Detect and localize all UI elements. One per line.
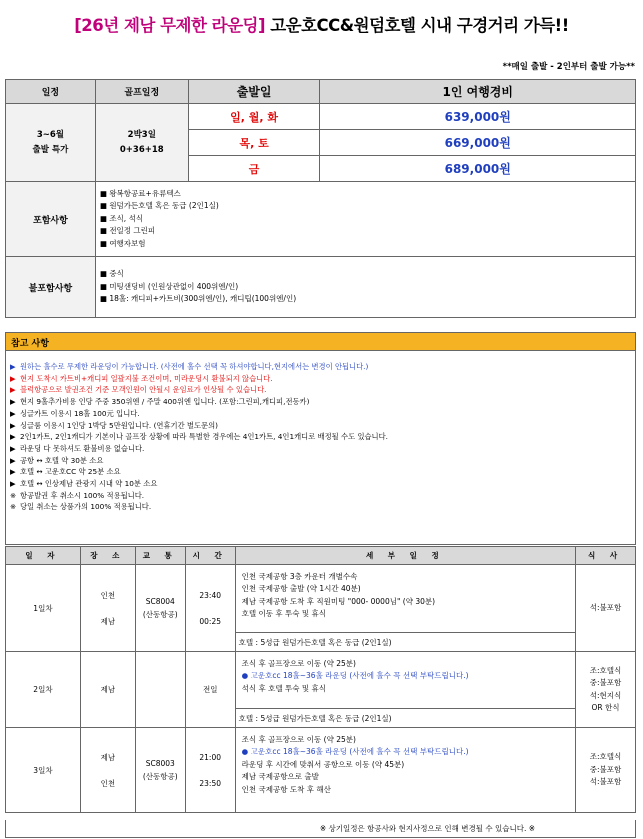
included-item: ■ 조식, 석식 xyxy=(99,213,144,223)
departure-days: 목, 토 xyxy=(188,130,320,156)
meal: 석:불포함 xyxy=(589,777,622,787)
itinerary-table xyxy=(5,546,636,813)
reference-item xyxy=(10,373,635,385)
place-cell xyxy=(80,728,135,813)
reference-text: 현지 9홀추가비용 인당 주중 350위엔 / 주말 400위엔 입니다. (포함:그린피,캐디피,전동카) xyxy=(20,397,310,407)
meal: 조:호텔식 xyxy=(589,752,622,762)
excluded-item: ■ 중식 xyxy=(99,269,124,279)
triangle-bullet-icon: ▶ xyxy=(10,455,16,465)
reference-item xyxy=(10,396,635,408)
included-item: ■ 전일정 그린피 xyxy=(99,226,156,236)
included-item: ■ 여행자보험 xyxy=(99,238,146,248)
transport-cell xyxy=(135,565,185,652)
time: 23:50 xyxy=(199,778,222,788)
airline: (산동항공) xyxy=(142,610,178,619)
period-cell xyxy=(6,104,96,182)
reference-text: 공항 ↔ 호텔 약 30분 소요 xyxy=(20,455,104,465)
detail-line: 인천 국제공항 도착 후 해산 xyxy=(241,784,331,794)
reference-text: 라운딩 다 못하셔도 환불비용 없습니다. xyxy=(20,443,145,453)
reference-mark-icon: ※ xyxy=(10,502,17,512)
meal: OR 한식 xyxy=(591,702,620,712)
detail-line: 라운딩 후 시간에 맞춰서 공항으로 이동 (약 45분) xyxy=(241,759,405,769)
triangle-bullet-icon: ▶ xyxy=(10,373,16,383)
departure-days: 일, 월, 화 xyxy=(188,104,320,130)
meal-cell xyxy=(576,728,636,813)
time-cell xyxy=(185,728,235,813)
col-header-departure: 출발일 xyxy=(188,80,320,104)
meal: 중:불포함 xyxy=(589,678,622,688)
reference-text: 현지 도착시 카트비+캐디피 일괄지불 조건이며, 미라운딩시 환불되지 않습니다. xyxy=(20,373,273,383)
departure-note: **매일 출발 - 2인부터 출발 가능** xyxy=(502,62,635,72)
title-rest: 고운호CC&원덤호텔 시내 구경거리 가득!! xyxy=(265,16,569,35)
reference-title: 참고 사항 xyxy=(5,332,636,351)
excluded-label: 불포함사항 xyxy=(6,257,96,318)
departure-days: 금 xyxy=(188,156,320,182)
triangle-bullet-icon: ▶ xyxy=(10,397,16,407)
detail-line: 조식 후 골프장으로 이동 (약 25분) xyxy=(241,659,356,668)
price-value: 689,000원 xyxy=(320,156,636,182)
price-value: 639,000원 xyxy=(320,104,636,130)
triangle-bullet-icon: ▶ xyxy=(10,362,16,371)
meal: 석:불포함 xyxy=(589,602,622,612)
meal: 중:불포함 xyxy=(589,764,622,774)
time: 전일 xyxy=(202,685,218,694)
golf-plan-cell xyxy=(95,104,188,182)
triangle-bullet-icon: ▶ xyxy=(10,479,16,489)
place: 인천 xyxy=(100,590,116,600)
triangle-bullet-icon: ▶ xyxy=(10,443,16,453)
period-line: 출발 특가 xyxy=(32,144,69,155)
reference-text: 블럭항공으로 발권조건 기준 모객인원이 안될시 운임료가 인상될 수 있습니다. xyxy=(20,385,267,395)
meal: 석:현지식 xyxy=(589,690,622,700)
place-cell xyxy=(80,652,135,728)
excluded-item: ■ 미팅샌딩비 (인원상관없이 400위엔/인) xyxy=(99,281,239,291)
reference-text: 호텔 ↔ 인상제남 관광지 시내 약 10분 소요 xyxy=(20,479,158,489)
excluded-list xyxy=(95,257,635,318)
transport-cell xyxy=(135,728,185,813)
place: 제남 xyxy=(100,685,116,694)
meal-cell xyxy=(576,565,636,652)
detail-cell xyxy=(235,652,575,709)
triangle-bullet-icon: ▶ xyxy=(10,408,16,418)
col-header-time: 시 간 xyxy=(185,547,235,565)
detail-cell xyxy=(235,728,575,813)
detail-line: 인천 국제공항 3층 카운터 개별수속 xyxy=(241,572,358,581)
included-list xyxy=(95,182,635,257)
hotel-info: 호텔 : 5성급 원덤가든호텔 혹은 동급 (2인1실) xyxy=(235,633,575,652)
day-label: 2일차 xyxy=(6,652,81,728)
reference-item xyxy=(10,431,635,443)
price-table xyxy=(5,79,636,318)
price-value: 669,000원 xyxy=(320,130,636,156)
reference-item xyxy=(10,455,635,467)
reference-item xyxy=(10,478,635,490)
detail-line: 제남 국제공항으로 출발 xyxy=(241,772,319,782)
detail-line: 인천 국제공항 출발 (약 1시간 40분) xyxy=(241,584,361,594)
flight-number: SC8003 xyxy=(145,759,175,768)
golf-plan-line: 0+36+18 xyxy=(119,144,164,155)
flight-number: SC8004 xyxy=(145,597,175,606)
day-label: 1일차 xyxy=(6,565,81,652)
place: 제남 xyxy=(100,616,116,626)
title-highlight: [26년 제남 무제한 라운딩] xyxy=(74,16,265,35)
reference-text: 2인1카트, 2인1캐디가 기본이나 골프장 상황에 따라 특별한 경우에는 4인1카트, 4인1캐디로 배정될 수도 있습니다. xyxy=(20,432,388,442)
reference-text: 원하는 홀수로 무제한 라운딩이 가능합니다. (사전에 홀수 선택 꼭 하셔야합니다,현지에서는 변경이 안됩니다.) xyxy=(20,362,369,371)
reference-list xyxy=(5,351,636,545)
reference-item xyxy=(10,466,635,478)
time: 23:40 xyxy=(199,590,222,600)
col-header-place: 장 소 xyxy=(80,547,135,565)
golf-plan-line: 2박3일 xyxy=(127,129,156,140)
triangle-bullet-icon: ▶ xyxy=(10,467,16,477)
reference-text: 싱글카트 이용시 18홀 100元 입니다. xyxy=(20,408,140,418)
reference-item xyxy=(10,443,635,455)
meal: 조:호텔식 xyxy=(589,665,622,675)
triangle-bullet-icon: ▶ xyxy=(10,420,16,430)
day-label: 3일차 xyxy=(6,728,81,813)
col-header-transport: 교 통 xyxy=(135,547,185,565)
detail-cell xyxy=(235,565,575,633)
reference-text: 호텔 ↔ 고운호CC 약 25분 소요 xyxy=(20,467,121,477)
reference-item xyxy=(10,361,635,373)
reference-item xyxy=(10,490,635,502)
detail-line: 제남 국제공항 도착 후 직원미팅 "000- 0000님" (약 30분) xyxy=(241,596,436,606)
time: 21:00 xyxy=(199,752,222,762)
col-header-detail: 세 부 일 정 xyxy=(235,547,575,565)
col-header-price: 1인 여행경비 xyxy=(320,80,636,104)
excluded-item: ■ 18홀: 캐디피+카트비(300위엔/인), 캐디팁(100위엔/인) xyxy=(99,294,297,304)
included-item: ■ 왕복항공료+유류텍스 xyxy=(99,188,181,198)
included-item: ■ 원덤가든호텔 혹은 동급 (2인1실) xyxy=(99,201,219,211)
detail-line-highlight: ● 고운호cc 18홀~36홀 라운딩 (사전에 홀수 꼭 선택 부탁드립니다.) xyxy=(241,747,469,757)
time-cell xyxy=(185,652,235,728)
detail-line: 호텔 이동 후 투숙 및 휴식 xyxy=(241,609,327,619)
col-header-schedule: 일정 xyxy=(6,80,96,104)
place: 인천 xyxy=(100,778,116,788)
reference-item xyxy=(10,501,635,513)
reference-item xyxy=(10,408,635,420)
transport-cell xyxy=(135,652,185,728)
itinerary-footnote: ※ 상기일정은 항공사와 현지사정으로 인해 변경될 수 있습니다. ※ xyxy=(5,820,636,838)
triangle-bullet-icon: ▶ xyxy=(10,432,16,442)
col-header-day: 일 자 xyxy=(6,547,81,565)
period-line: 3~6월 xyxy=(36,129,64,140)
reference-text: 항공발권 후 취소시 100% 적용됩니다. xyxy=(20,490,145,500)
detail-line-highlight: ● 고운호cc 18홀~36홀 라운딩 (사전에 홀수 꼭 선택 부탁드립니다.) xyxy=(241,671,469,681)
col-header-golf: 골프일정 xyxy=(95,80,188,104)
time: 00:25 xyxy=(199,616,222,626)
detail-line: 조식 후 골프장으로 이동 (약 25분) xyxy=(241,735,356,744)
reference-mark-icon: ※ xyxy=(10,490,17,500)
detail-line: 석식 후 호텔 투숙 및 휴식 xyxy=(241,683,327,693)
included-label: 포함사항 xyxy=(6,182,96,257)
place: 제남 xyxy=(100,752,116,762)
meal-cell xyxy=(576,652,636,728)
page-title xyxy=(0,12,643,36)
triangle-bullet-icon: ▶ xyxy=(10,385,16,395)
place-cell xyxy=(80,565,135,652)
time-cell xyxy=(185,565,235,652)
airline: (산동항공) xyxy=(142,772,178,781)
reference-item xyxy=(10,384,635,396)
col-header-meal: 식 사 xyxy=(576,547,636,565)
hotel-info: 호텔 : 5성급 원덤가든호텔 혹은 동급 (2인1실) xyxy=(235,709,575,728)
reference-text: 싱글룸 이용시 1인당 1박당 5만원입니다. (연휴기간 별도문의) xyxy=(20,420,218,430)
reference-text: 당일 취소는 상품가의 100% 적용됩니다. xyxy=(20,502,152,512)
reference-item xyxy=(10,420,635,432)
